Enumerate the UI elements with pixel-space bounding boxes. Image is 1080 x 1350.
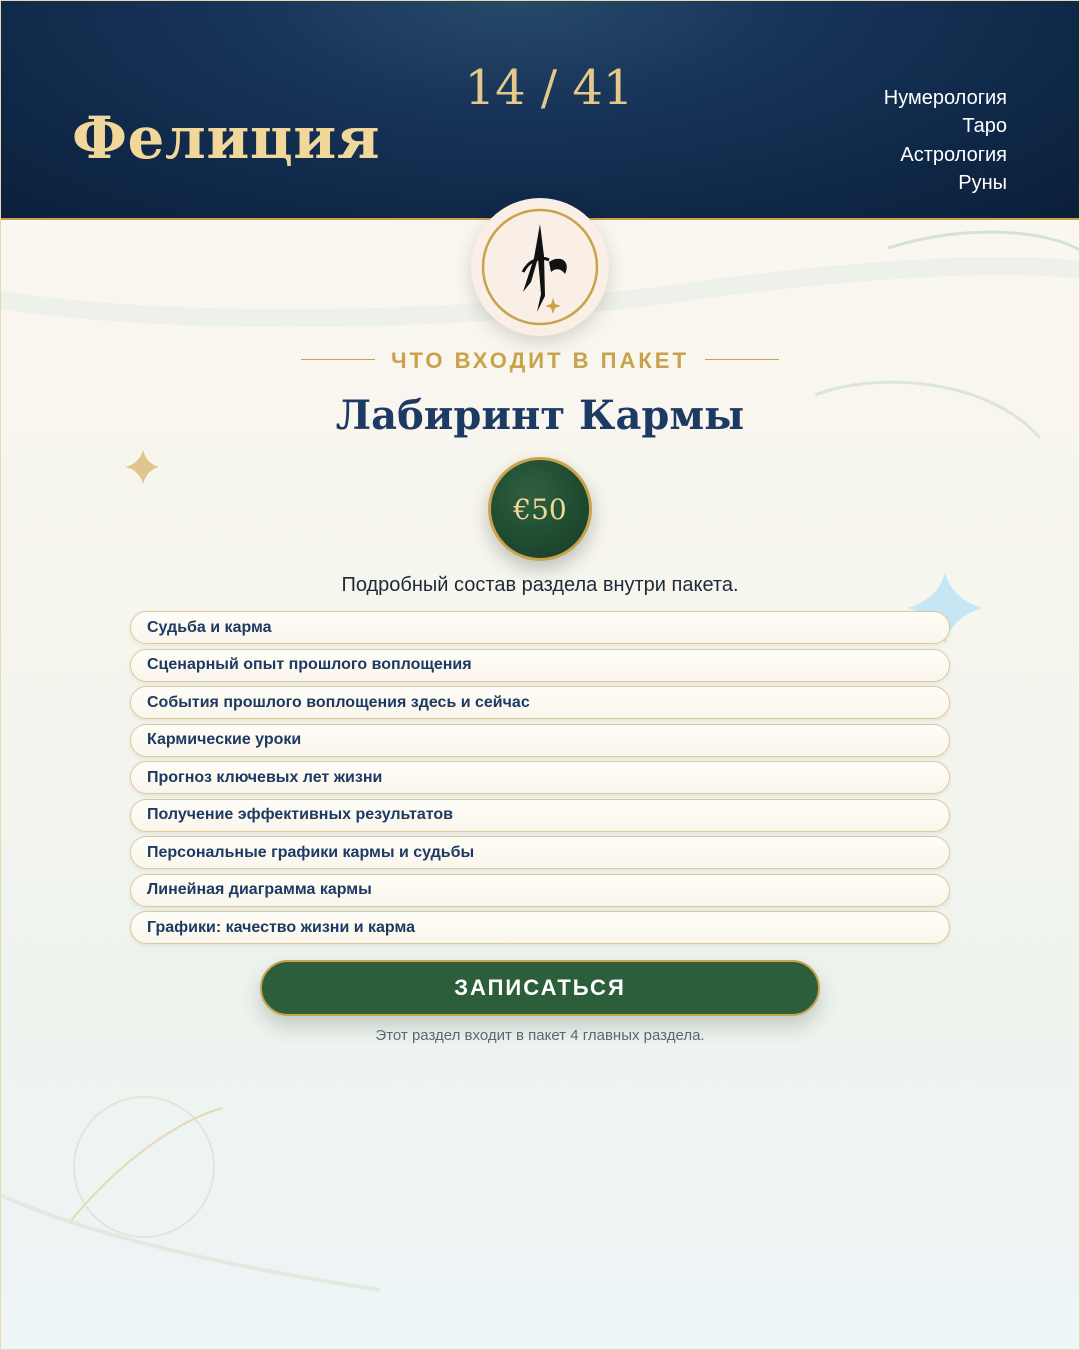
list-item: Кармические уроки xyxy=(130,724,950,757)
signup-button[interactable]: ЗАПИСАТЬСЯ xyxy=(260,960,820,1016)
nav-menu xyxy=(884,84,1007,197)
list-item: Графики: качество жизни и карма xyxy=(130,911,950,944)
gold-star-icon xyxy=(125,450,159,484)
package-title: Лабиринт Кармы xyxy=(335,392,745,439)
footnote: Этот раздел входит в пакет 4 главных раздела. xyxy=(375,1027,705,1044)
list-item: Судьба и карма xyxy=(130,611,950,644)
list-item: Линейная диаграмма кармы xyxy=(130,874,950,907)
package-subtitle: Подробный состав раздела внутри пакета. xyxy=(341,574,739,596)
nav-item-astrology[interactable]: Астрология xyxy=(900,143,1007,166)
header xyxy=(0,0,1080,220)
list-item: Получение эффективных результатов xyxy=(130,799,950,832)
package-items-list xyxy=(130,611,950,949)
list-item: Персональные графики кармы и судьбы xyxy=(130,836,950,869)
planet-circle xyxy=(74,1097,214,1237)
list-item: Прогноз ключевых лет жизни xyxy=(130,761,950,794)
section-label: ЧТО ВХОДИТ В ПАКЕТ xyxy=(391,348,689,373)
nav-item-numerology[interactable]: Нумерология xyxy=(883,87,1007,109)
bottom-wave xyxy=(0,1195,380,1290)
price-badge: €50 xyxy=(488,457,592,561)
logo-emblem xyxy=(471,198,609,336)
divider-right xyxy=(705,359,779,360)
nav-item-runes[interactable]: Руны xyxy=(958,171,1007,194)
brand-title: Фелиция xyxy=(72,104,381,172)
page-counter: 14 / 41 xyxy=(464,60,634,116)
logo-emblem-icon xyxy=(471,198,609,336)
list-item: События прошлого воплощения здесь и сейчас xyxy=(130,686,950,719)
wave-line-top xyxy=(888,232,1080,250)
nav-item-tarot[interactable]: Таро xyxy=(962,115,1007,138)
list-item: Сценарный опыт прошлого воплощения xyxy=(130,649,950,682)
planet-orbit xyxy=(70,1108,222,1222)
